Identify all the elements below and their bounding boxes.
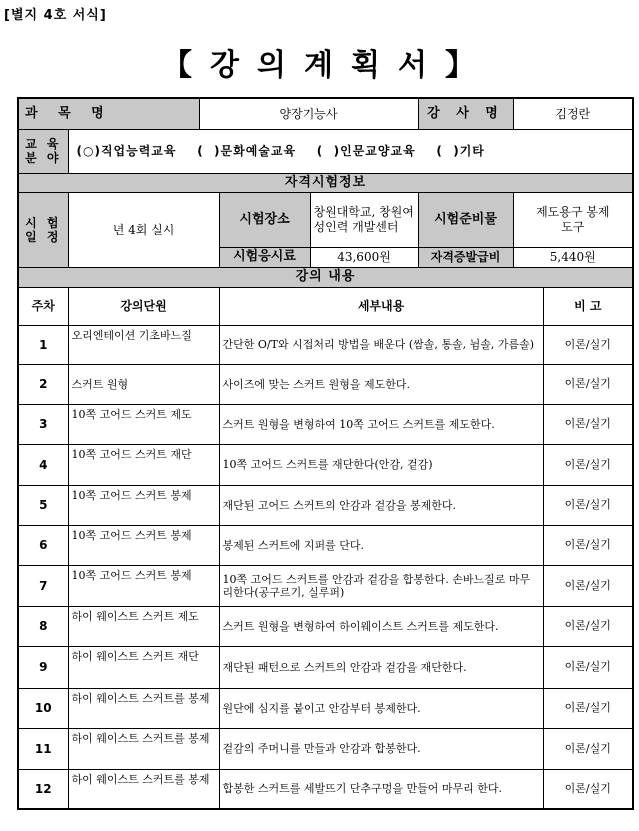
title-char: 강 xyxy=(210,48,242,83)
note-cell: 이론/실기 xyxy=(543,404,633,444)
table-row xyxy=(18,769,633,809)
detail-cell: 재단된 고어드 스커트의 안감과 겉감을 봉제한다. xyxy=(219,485,543,525)
detail-cell: 겉감의 주머니를 만들과 안감과 합봉한다. xyxy=(219,728,543,769)
note-header: 비 고 xyxy=(543,287,633,325)
exam-schedule-value: 년 4회 실시 xyxy=(68,192,219,267)
unit-cell: 하이 웨이스트 스커트 제도 xyxy=(68,606,219,646)
instructor-value: 김정란 xyxy=(513,98,633,129)
detail-cell: 스커트 원형을 변형하여 10쪽 고어드 스커트를 제도한다. xyxy=(219,404,543,444)
unit-cell: 10쪽 고어드 스커트 봉제 xyxy=(68,525,219,565)
detail-cell: 봉제된 스커트에 지퍼를 단다. xyxy=(219,525,543,565)
detail-cell: 재단된 패턴으로 스커트의 안감과 겉감을 재단한다. xyxy=(219,646,543,688)
note-cell: 이론/실기 xyxy=(543,325,633,364)
week-cell: 6 xyxy=(18,525,68,565)
note-cell: 이론/실기 xyxy=(543,485,633,525)
exam-prep-label: 시험준비물 xyxy=(418,192,513,247)
title-char: 의 xyxy=(257,48,288,83)
note-cell: 이론/실기 xyxy=(543,364,633,404)
field-label: 교 육 분 야 xyxy=(18,129,68,173)
table-row xyxy=(18,728,633,769)
title-char: 계 xyxy=(304,48,335,83)
week-cell: 10 xyxy=(18,688,68,728)
week-cell: 1 xyxy=(18,325,68,364)
unit-cell: 10쪽 고어드 스커트 제도 xyxy=(68,404,219,444)
detail-cell: 사이즈에 맞는 스커트 원형을 제도한다. xyxy=(219,364,543,404)
week-cell: 12 xyxy=(18,769,68,809)
lecture-section-header: 강의 내용 xyxy=(18,267,633,287)
unit-cell: 하이 웨이스트 스커트를 봉제 xyxy=(68,688,219,728)
field-options: (○)직업능력교육 ( )문화예술교육 ( )인문교양교육 ( )기타 xyxy=(68,129,633,173)
unit-cell: 오리엔테이션 기초바느질 xyxy=(68,325,219,364)
table-row xyxy=(18,606,633,646)
week-cell: 8 xyxy=(18,606,68,646)
title-char: 서 xyxy=(397,48,429,83)
title-bracket-open: 【 xyxy=(162,48,195,83)
exam-section-header: 자격시험정보 xyxy=(18,173,633,192)
exam-schedule-label: 시 험 일 정 xyxy=(18,192,68,267)
form-number-tag: [별지 4호 서식] xyxy=(4,8,107,23)
exam-prep-value: 제도용구 봉제도구 xyxy=(513,192,633,247)
table-row xyxy=(18,444,633,485)
week-cell: 9 xyxy=(18,646,68,688)
cert-fee-label: 자격증발급비 xyxy=(418,247,513,267)
subject-label: 과 목 명 xyxy=(18,98,199,129)
unit-cell: 하이 웨이스트 스커트 재단 xyxy=(68,646,219,688)
note-cell: 이론/실기 xyxy=(543,444,633,485)
exam-place-value: 창원대학교, 창원여성인력 개발센터 xyxy=(310,192,418,247)
subject-value: 양장기능사 xyxy=(199,98,418,129)
note-cell: 이론/실기 xyxy=(543,565,633,606)
detail-cell: 스커트 원형을 변형하여 하이웨이스트 스커트를 제도한다. xyxy=(219,606,543,646)
detail-cell: 원단에 심지를 붙이고 안감부터 봉제한다. xyxy=(219,688,543,728)
table-row xyxy=(18,688,633,728)
table-row xyxy=(18,646,633,688)
table-row xyxy=(18,325,633,364)
table-row xyxy=(18,565,633,606)
exam-place-label: 시험장소 xyxy=(219,192,310,247)
exam-fee-label: 시험응시료 xyxy=(219,247,310,267)
detail-cell: 합봉한 스커트를 세발뜨기 단추구멍을 만들어 마무리 한다. xyxy=(219,769,543,809)
week-cell: 4 xyxy=(18,444,68,485)
week-cell: 5 xyxy=(18,485,68,525)
detail-cell: 간단한 O/T와 시접처리 방법을 배운다 (쌈솔, 통솔, 뉨솔, 가름솔) xyxy=(219,325,543,364)
unit-cell: 10쪽 고어드 스커트 봉제 xyxy=(68,485,219,525)
table-row xyxy=(18,525,633,565)
unit-cell: 하이 웨이스트 스커트를 봉제 xyxy=(68,769,219,809)
note-cell: 이론/실기 xyxy=(543,728,633,769)
unit-header: 강의단원 xyxy=(68,287,219,325)
title-bracket-close: 】 xyxy=(444,48,477,83)
unit-cell: 10쪽 고어드 스커트 재단 xyxy=(68,444,219,485)
instructor-label: 강 사 명 xyxy=(418,98,513,129)
unit-cell: 스커트 원형 xyxy=(68,364,219,404)
note-cell: 이론/실기 xyxy=(543,525,633,565)
lecture-plan-table xyxy=(17,97,634,810)
note-cell: 이론/실기 xyxy=(543,606,633,646)
title-char: 획 xyxy=(350,48,382,83)
table-row xyxy=(18,404,633,444)
detail-cell: 10쪽 고어드 스커트를 안감과 겉감을 합봉한다. 손바느질로 마무리한다(공구르기, 실루퍼) xyxy=(219,565,543,606)
table-row xyxy=(18,364,633,404)
document-title xyxy=(0,40,639,84)
note-cell: 이론/실기 xyxy=(543,646,633,688)
detail-cell: 10쪽 고어드 스커트를 재단한다(안감, 겉감) xyxy=(219,444,543,485)
exam-fee-value: 43,600원 xyxy=(310,247,418,267)
week-cell: 3 xyxy=(18,404,68,444)
week-cell: 2 xyxy=(18,364,68,404)
detail-header: 세부내용 xyxy=(219,287,543,325)
note-cell: 이론/실기 xyxy=(543,688,633,728)
unit-cell: 하이 웨이스트 스커트를 봉제 xyxy=(68,728,219,769)
week-cell: 11 xyxy=(18,728,68,769)
week-header: 주차 xyxy=(18,287,68,325)
cert-fee-value: 5,440원 xyxy=(513,247,633,267)
unit-cell: 10쪽 고어드 스커트 봉제 xyxy=(68,565,219,606)
note-cell: 이론/실기 xyxy=(543,769,633,809)
week-cell: 7 xyxy=(18,565,68,606)
table-row xyxy=(18,485,633,525)
